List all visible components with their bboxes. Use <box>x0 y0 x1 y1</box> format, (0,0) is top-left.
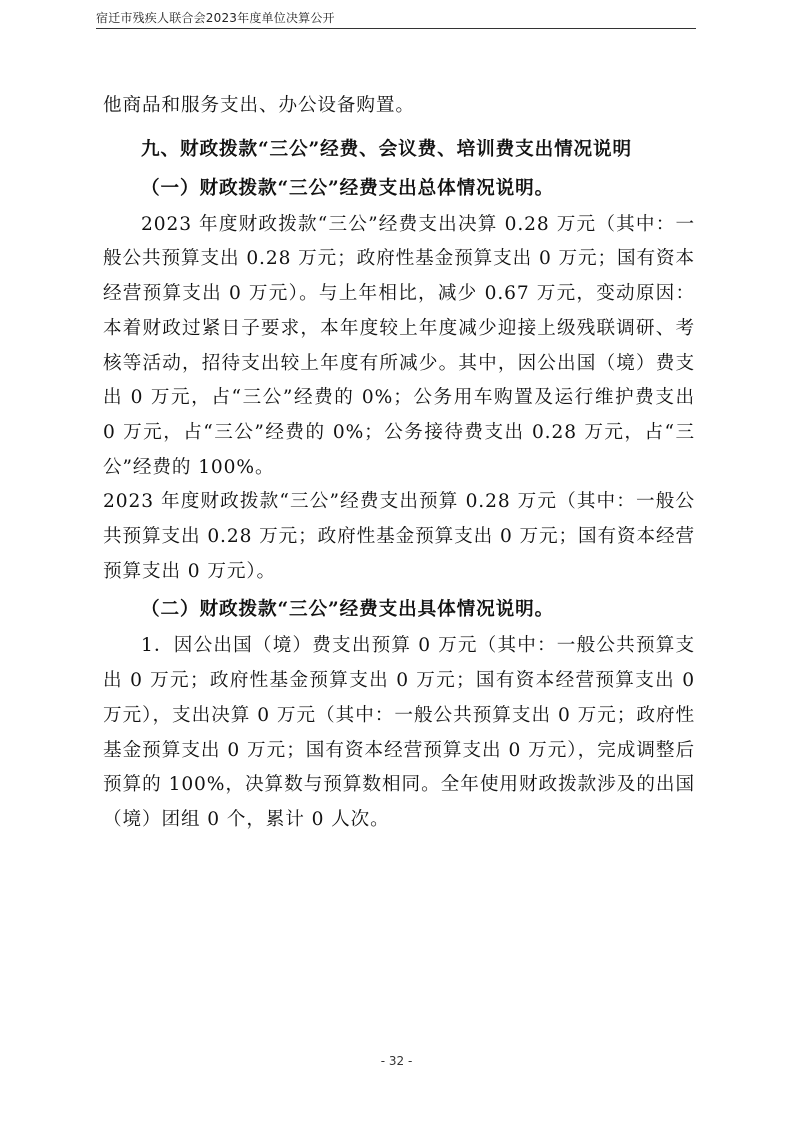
subsection-heading-2: （二）财政拨款“三公”经费支出具体情况说明。 <box>141 599 555 621</box>
paragraph-overall: 2023 年度财政拨款“三公”经费支出决算 0.28 万元（其中：一般公共预算支出 0.28 万元；政府性基金预算支出 0 万元；国有资本经营预算支出 0 万元）。与上年相比，减少 0.67 万元，变动原因：本着财政过紧日子要求，本年度较上年度减少迎接上级残联调研、考核等活动，招待支出较上年度有所减少。其中，因公出国（境）费支出 0 万元，占“三公”经费的 0%；公务用车购置及运行维护费支出 0 万元，占“三公”经费的 0%；公务接待费支出 0.28 万元，占“三公”经费的 100%。 <box>103 213 695 478</box>
paragraph-budget: 2023 年度财政拨款“三公”经费支出预算 0.28 万元（其中：一般公共预算支出 0.28 万元；政府性基金预算支出 0 万元；国有资本经营预算支出 0 万元）。 <box>103 491 695 582</box>
document-body <box>103 89 695 838</box>
paragraph-continuation: 他商品和服务支出、办公设备购置。 <box>103 95 415 116</box>
page-header-title: 宿迁市残疾人联合会2023年度单位决算公开 <box>96 11 335 25</box>
header-divider <box>96 28 696 29</box>
section-heading: 九、财政拨款“三公”经费、会议费、培训费支出情况说明 <box>141 138 633 160</box>
subsection-heading-1: （一）财政拨款“三公”经费支出总体情况说明。 <box>141 177 555 199</box>
page-number: - 32 - <box>380 1054 413 1068</box>
paragraph-item-1: 1．因公出国（境）费支出预算 0 万元（其中：一般公共预算支出 0 万元；政府性基金预算支出 0 万元；国有资本经营预算支出 0 万元），支出决算 0 万元（其中：一般公共预算支出 0 万元；政府性基金预算支出 0 万元；国有资本经营预算支出 0 万元），完成调整后预算的 100%，决算数与预算数相同。全年使用财政拨款涉及的出国（境）团组 0 个，累计 0 人次。 <box>103 635 695 830</box>
